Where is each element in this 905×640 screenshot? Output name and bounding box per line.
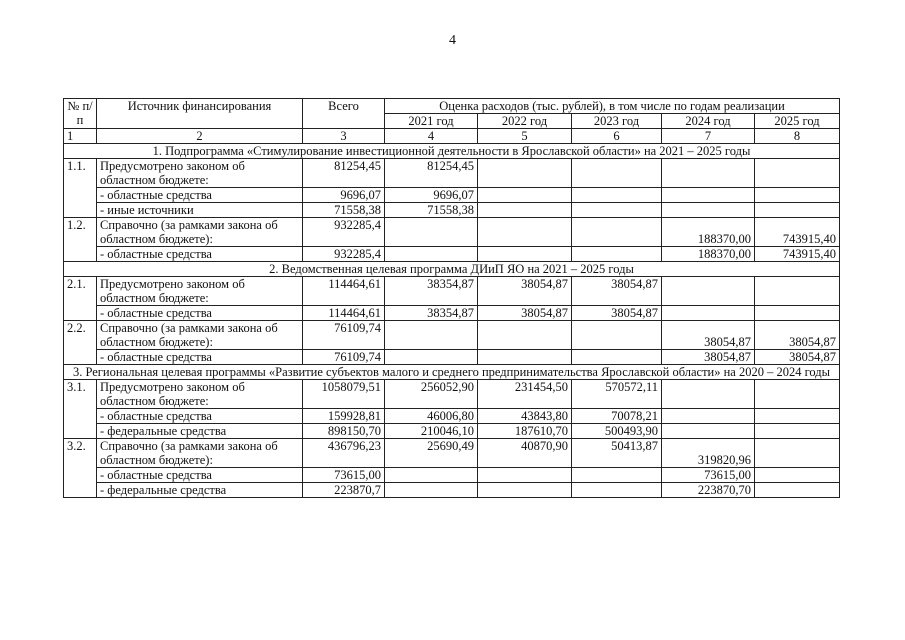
row-label: - федеральные средства [97,424,303,439]
row-value: 38054,87 [478,306,572,321]
row-value: 210046,10 [385,424,478,439]
column-index-row [64,129,840,144]
section-title-row [64,144,840,159]
row-value: 81254,45 [385,159,478,188]
row-value [572,350,662,365]
row-label: Справочно (за рамками закона об областном бюджете): [97,439,303,468]
row-number: 2.2. [64,321,97,365]
row-value: 223870,70 [662,483,755,498]
row-value [755,409,840,424]
row-value [572,188,662,203]
row-value [662,306,755,321]
table-row [64,218,840,247]
row-value [755,483,840,498]
column-index: 3 [303,129,385,144]
row-value [478,203,572,218]
row-value [385,218,478,247]
row-number: 1.2. [64,218,97,262]
row-value [662,159,755,188]
row-number: 1.1. [64,159,97,218]
row-value: 38354,87 [385,306,478,321]
row-value: 38054,87 [755,321,840,350]
row-value [755,277,840,306]
row-value [385,468,478,483]
row-value [755,306,840,321]
row-total: 73615,00 [303,468,385,483]
row-value: 50413,87 [572,439,662,468]
row-label: - федеральные средства [97,483,303,498]
row-total: 898150,70 [303,424,385,439]
table-row [64,468,840,483]
column-index: 2 [97,129,303,144]
row-value: 743915,40 [755,218,840,247]
row-value [755,203,840,218]
row-total: 436796,23 [303,439,385,468]
row-value: 38054,87 [662,350,755,365]
header-year: 2021 год [385,114,478,129]
row-value: 38054,87 [572,306,662,321]
row-label: - областные средства [97,247,303,262]
row-value: 188370,00 [662,247,755,262]
row-total: 932285,4 [303,247,385,262]
row-value: 38054,87 [478,277,572,306]
row-value [662,188,755,203]
row-label: - областные средства [97,409,303,424]
row-value: 38054,87 [572,277,662,306]
row-value: 9696,07 [385,188,478,203]
row-value: 43843,80 [478,409,572,424]
column-index: 4 [385,129,478,144]
row-number: 2.1. [64,277,97,321]
column-index: 7 [662,129,755,144]
row-label: Справочно (за рамками закона об областном бюджете): [97,218,303,247]
header-row [64,99,840,114]
row-label: Предусмотрено законом об областном бюджете: [97,380,303,409]
row-value: 188370,00 [662,218,755,247]
row-value: 40870,90 [478,439,572,468]
table-row [64,439,840,468]
row-value [478,188,572,203]
table-row [64,306,840,321]
row-value [662,203,755,218]
row-value [385,350,478,365]
header-year: 2022 год [478,114,572,129]
page-number: 4 [449,33,456,48]
row-value [755,380,840,409]
row-value: 71558,38 [385,203,478,218]
row-value: 570572,11 [572,380,662,409]
row-value: 231454,50 [478,380,572,409]
row-value: 319820,96 [662,439,755,468]
row-value [755,439,840,468]
row-value [572,321,662,350]
row-value: 38054,87 [755,350,840,365]
row-total: 159928,81 [303,409,385,424]
table-row [64,247,840,262]
row-value [662,380,755,409]
table-row [64,321,840,350]
row-value [572,159,662,188]
row-value: 38054,87 [662,321,755,350]
row-value: 73615,00 [662,468,755,483]
section-title-row [64,365,840,380]
row-value [662,409,755,424]
row-total: 114464,61 [303,306,385,321]
row-total: 71558,38 [303,203,385,218]
row-value: 70078,21 [572,409,662,424]
row-value: 25690,49 [385,439,478,468]
row-value [755,188,840,203]
table-row [64,424,840,439]
table-row [64,380,840,409]
section-title-row [64,262,840,277]
row-value: 46006,80 [385,409,478,424]
table-row [64,409,840,424]
row-value: 743915,40 [755,247,840,262]
row-total: 1058079,51 [303,380,385,409]
table-body [64,99,840,498]
row-value [385,483,478,498]
row-value [385,321,478,350]
row-label: - областные средства [97,188,303,203]
header-estimate: Оценка расходов (тыс. рублей), в том числе по годам реализации [385,99,840,114]
table-row [64,483,840,498]
row-value: 38354,87 [385,277,478,306]
row-value [755,468,840,483]
row-value [572,218,662,247]
row-value [478,159,572,188]
row-total: 223870,7 [303,483,385,498]
row-value [572,468,662,483]
row-number: 3.2. [64,439,97,498]
column-index: 8 [755,129,840,144]
row-label: - областные средства [97,306,303,321]
row-label: - областные средства [97,468,303,483]
row-value [478,468,572,483]
header-year: 2025 год [755,114,840,129]
section-title: 2. Ведомственная целевая программа ДИиП ЯО на 2021 – 2025 годы [64,262,840,277]
section-title: 3. Региональная целевая программы «Развитие субъектов малого и среднего предпринимательства Ярославской области» на 2020 – 2024 годы [64,365,840,380]
table-row [64,159,840,188]
row-value [478,218,572,247]
row-total: 114464,61 [303,277,385,306]
row-value [478,483,572,498]
table-row [64,277,840,306]
row-value [478,350,572,365]
row-total: 81254,45 [303,159,385,188]
section-title: 1. Подпрограмма «Стимулирование инвестиционной деятельности в Ярославской области» на 2021 – 2025 годы [64,144,840,159]
header-year: 2023 год [572,114,662,129]
row-label: Предусмотрено законом об областном бюджете: [97,277,303,306]
table-row [64,203,840,218]
header-source: Источник финансирования [97,99,303,129]
header-num: № п/п [64,99,97,129]
header-total: Всего [303,99,385,129]
table-row [64,188,840,203]
row-value [572,247,662,262]
row-total: 76109,74 [303,321,385,350]
column-index: 1 [64,129,97,144]
row-value [662,277,755,306]
row-value [755,424,840,439]
column-index: 5 [478,129,572,144]
row-value [385,247,478,262]
row-value: 256052,90 [385,380,478,409]
row-value [755,159,840,188]
row-value [662,424,755,439]
row-label: - областные средства [97,350,303,365]
row-value [572,203,662,218]
row-value: 500493,90 [572,424,662,439]
row-label: Справочно (за рамками закона об областном бюджете): [97,321,303,350]
column-index: 6 [572,129,662,144]
row-value: 187610,70 [478,424,572,439]
row-number: 3.1. [64,380,97,439]
row-value [478,321,572,350]
row-value [478,247,572,262]
header-year: 2024 год [662,114,755,129]
row-total: 76109,74 [303,350,385,365]
row-total: 932285,4 [303,218,385,247]
row-label: Предусмотрено законом об областном бюджете: [97,159,303,188]
row-label: - иные источники [97,203,303,218]
table-row [64,350,840,365]
financing-table [63,98,840,498]
row-value [572,483,662,498]
row-total: 9696,07 [303,188,385,203]
